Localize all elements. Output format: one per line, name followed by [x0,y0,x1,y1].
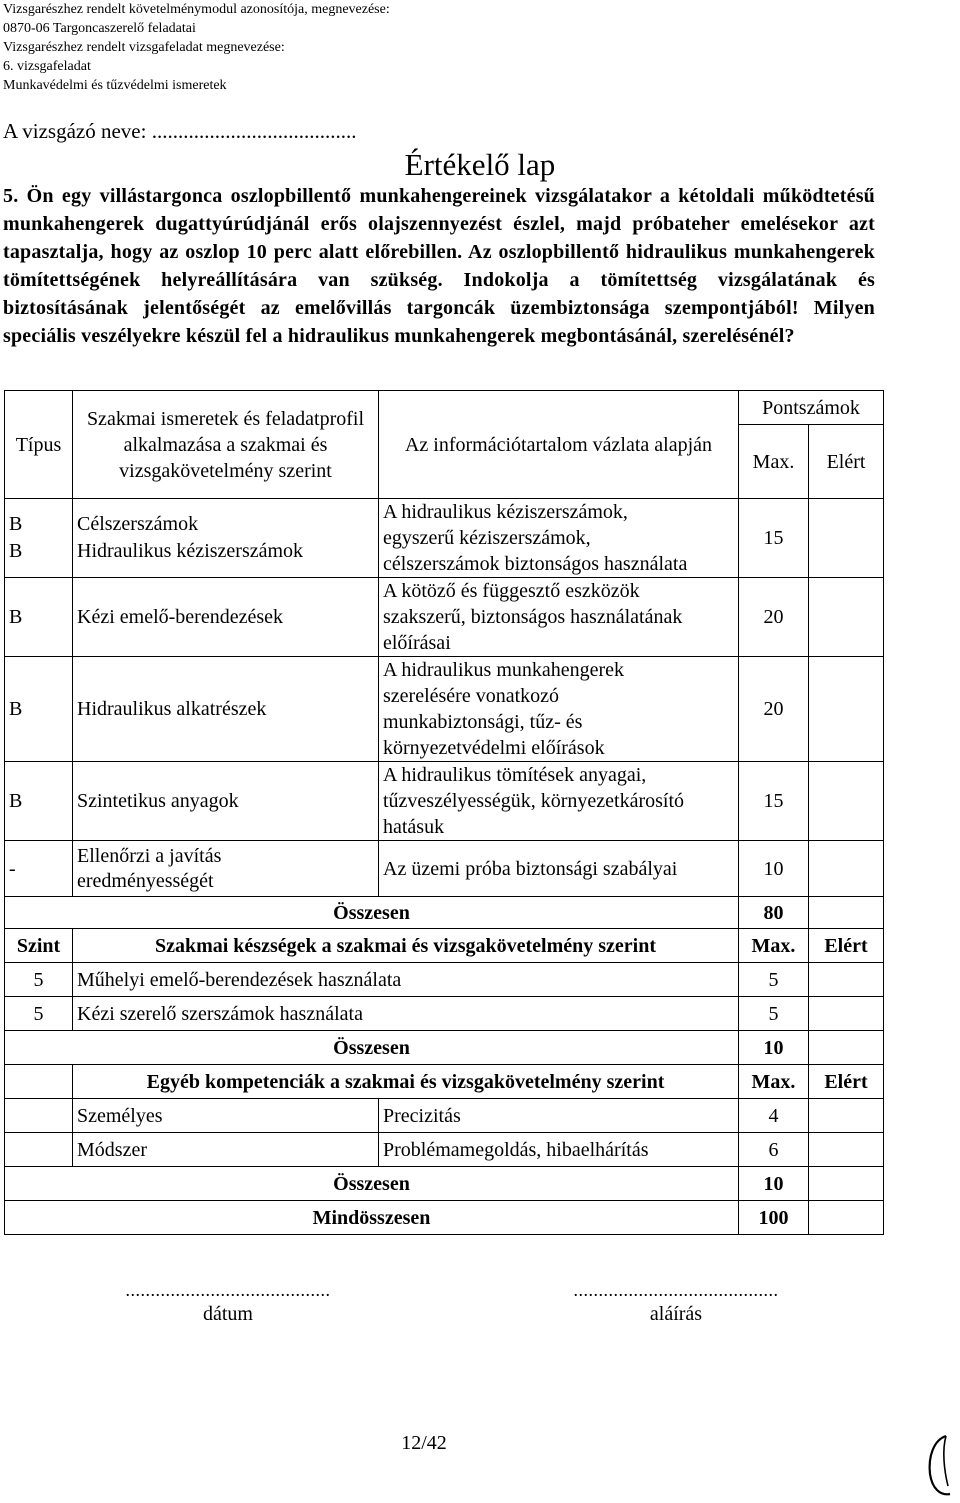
row-topic-value: eredményességét [77,869,214,892]
header-points: Pontszámok [739,391,884,425]
header-line: Vizsgarészhez rendelt vizsgafeladat megnevezése: [3,40,285,55]
signature-label: aláírás [649,1303,703,1325]
other-achieved[interactable] [809,1133,884,1167]
row-topic [73,499,379,578]
row-outline: tűzveszélyességük, környezetkárosító [379,788,739,814]
row-achieved[interactable] [809,841,884,897]
other-category: Módszer [73,1133,379,1167]
total-label: Összesen [5,897,739,929]
row-max: 10 [739,841,809,897]
total-achieved[interactable] [809,1167,884,1201]
total-label: Összesen [5,1031,739,1065]
other-max: 4 [739,1099,809,1133]
header-level: Szint [5,929,73,963]
total-value: 80 [739,897,809,929]
row-topic-value: Hidraulikus kéziszerszámok [77,540,304,562]
signature-line[interactable]: ......................................... [573,1280,779,1300]
skill-name: Műhelyi emelő-berendezések használata [73,963,739,997]
header-max: Max. [739,929,809,963]
page-number: 12/42 [401,1432,447,1454]
header-line: Munkavédelmi és tűzvédelmi ismeretek [3,78,227,93]
header-line: 6. vizsgafeladat [3,59,91,74]
row-topic-value: Ellenőrzi a javítás [77,844,222,867]
row-outline: előírásai [379,630,739,657]
row-achieved[interactable] [809,657,884,762]
row-achieved[interactable] [809,762,884,841]
skill-level: 5 [5,963,73,997]
row-achieved[interactable] [809,499,884,578]
row-topic: Kézi emelő-berendezések [73,578,379,657]
signature-block [540,1280,812,1326]
empty-cell [5,1099,73,1133]
skill-name: Kézi szerelő szerszámok használata [73,997,739,1031]
total-label: Összesen [5,1167,739,1201]
document-header [3,0,390,95]
row-outline: munkabiztonsági, tűz- és [379,709,739,735]
empty-cell [5,1133,73,1167]
handwritten-mark-icon [920,1430,956,1502]
row-max: 15 [739,762,809,841]
row-topic [73,841,379,897]
row-max: 15 [739,499,809,578]
header-max: Max. [739,1065,809,1099]
row-max: 20 [739,578,809,657]
row-outline: hatásuk [379,814,739,841]
date-signature-block [92,1280,364,1326]
row-type: B [5,578,73,657]
row-type: B [5,762,73,841]
other-category: Személyes [73,1099,379,1133]
header-line: 0870-06 Targoncaszerelő feladatai [3,21,196,36]
skill-max: 5 [739,963,809,997]
row-outline: A hidraulikus kéziszerszámok, [379,499,739,526]
row-achieved[interactable] [809,578,884,657]
header-line: Vizsgarészhez rendelt követelménymodul azonosítója, megnevezése: [3,2,390,17]
row-type: - [5,841,73,897]
other-name: Precizitás [379,1099,739,1133]
row-topic: Hidraulikus alkatrészek [73,657,379,762]
row-max: 20 [739,657,809,762]
total-achieved[interactable] [809,1031,884,1065]
row-outline: A hidraulikus tömítések anyagai, [379,762,739,789]
exam-question: 5. Ön egy villástargonca oszlopbillentő munkahengereinek vizsgálatakor a kétoldali működtetésű munkahengerek dugattyúrúdjánál erős olajszennyezést észlel, majd próbateher emelésekor azt tapasztalja, hogy az oszlop 10 perc alatt előrebillen. Az oszlopbillentő hidraulikus munkahengerek tömítettségének helyreállítására van szükség. Indokolja a tömítettség vizsgálatának és biztosításának jelentőségét az emelővillás targoncák üzembiztonsága szempontjából! Milyen speciális veszélyekre készül fel a hidraulikus munkahengerek megbontásánál, szerelésénél? [3,185,875,347]
header-achieved: Elért [809,425,884,499]
row-outline: A kötöző és függesztő eszközök [379,578,739,605]
header-achieved: Elért [809,1065,884,1099]
total-value: 10 [739,1031,809,1065]
header-other: Egyéb kompetenciák a szakmai és vizsgakövetelmény szerint [73,1065,739,1099]
total-achieved[interactable] [809,897,884,929]
skill-achieved[interactable] [809,963,884,997]
row-type-value: B [9,540,23,562]
row-type [5,499,73,578]
empty-cell [5,1065,73,1099]
header-skills: Szakmai készségek a szakmai és vizsgakövetelmény szerint [73,929,739,963]
row-type-value: B [9,513,23,535]
row-outline: környezetvédelmi előírások [379,735,739,762]
row-outline: szerelésére vonatkozó [379,683,739,709]
grand-total-achieved[interactable] [809,1201,884,1235]
header-knowledge: Szakmai ismeretek és feladatprofil alkalmazása a szakmai és vizsgakövetelmény szerint [73,391,379,499]
date-line[interactable]: ......................................... [125,1280,331,1300]
row-type: B [5,657,73,762]
examinee-name-field: A vizsgázó neve: ....................................... [3,119,357,143]
header-outline: Az információtartalom vázlata alapján [379,391,739,499]
skill-achieved[interactable] [809,997,884,1031]
other-achieved[interactable] [809,1099,884,1133]
row-outline: célszerszámok biztonságos használata [379,551,739,578]
header-max: Max. [739,425,809,499]
other-name: Problémamegoldás, hibaelhárítás [379,1133,739,1167]
skill-level: 5 [5,997,73,1031]
total-value: 10 [739,1167,809,1201]
row-topic: Szintetikus anyagok [73,762,379,841]
row-outline: egyszerű kéziszerszámok, [379,525,739,551]
skill-max: 5 [739,997,809,1031]
row-topic-value: Célszerszámok [77,513,199,535]
evaluation-table [4,390,884,1235]
row-outline: A hidraulikus munkahengerek [379,657,739,684]
header-type: Típus [5,391,73,499]
grand-total-label: Mindösszesen [5,1201,739,1235]
row-outline: szakszerű, biztonságos használatának [379,604,739,630]
page-title: Értékelő lap [404,147,556,182]
row-outline: Az üzemi próba biztonsági szabályai [379,841,739,897]
grand-total-value: 100 [739,1201,809,1235]
other-max: 6 [739,1133,809,1167]
header-achieved: Elért [809,929,884,963]
date-label: dátum [203,1303,253,1325]
